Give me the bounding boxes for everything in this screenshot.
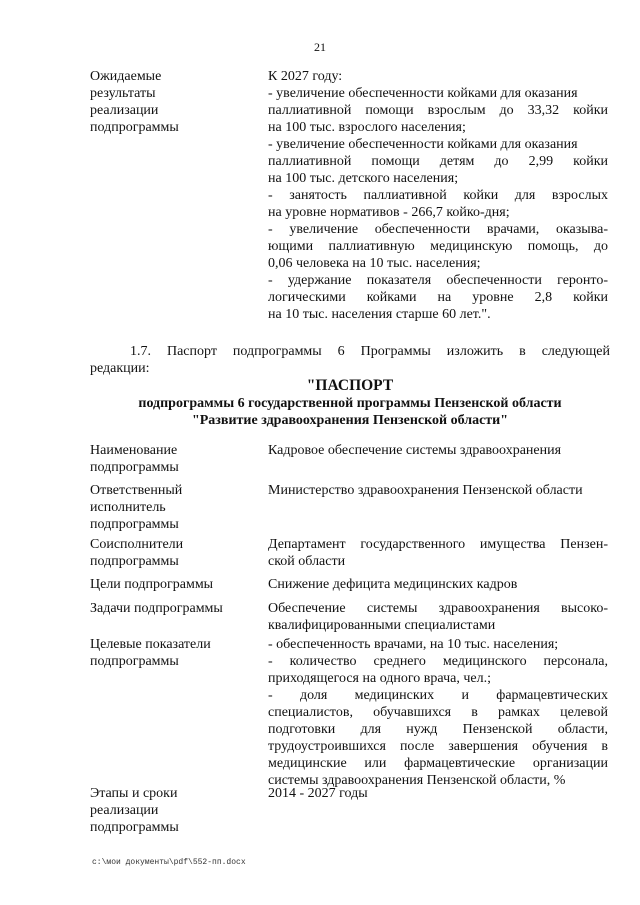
label-line: Задачи подпрограммы — [90, 601, 223, 616]
row-value — [268, 536, 608, 570]
passport-subtitle-1: подпрограммы 6 государственной программы Пензенской области — [138, 396, 562, 411]
value-line: Снижение дефицита медицинских кадров — [268, 577, 518, 592]
passport-subtitle-2: "Развитие здравоохранения Пензенской области" — [191, 413, 509, 428]
label-line: реализации — [90, 103, 159, 118]
results-line: - увеличение обеспеченности койками для оказания — [268, 137, 578, 152]
value-line: - доля медицинских и фармацевтических — [268, 688, 608, 703]
label-line: подпрограммы — [90, 460, 179, 475]
results-line: - занятость паллиативной койки для взрослых — [268, 188, 608, 203]
row-value — [268, 482, 608, 533]
results-value — [268, 68, 608, 323]
results-line: на уровне нормативов - 266,7 койко-дня; — [268, 205, 510, 220]
row-label — [90, 600, 268, 634]
label-line: подпрограммы — [90, 120, 179, 135]
row-value — [268, 442, 608, 476]
value-line: Кадровое обеспечение системы здравоохранения — [268, 443, 562, 458]
row-goals — [90, 576, 610, 593]
label-line: исполнитель — [90, 500, 166, 515]
results-line: на 10 тыс. населения старше 60 лет.". — [268, 307, 491, 322]
value-line: Министерство здравоохранения Пензенской области — [268, 483, 583, 498]
label-line: Этапы и сроки — [90, 786, 178, 801]
page-number: 21 — [314, 40, 326, 54]
row-coexecutors — [90, 536, 610, 570]
value-line: Обеспечение системы здравоохранения высоко- — [268, 601, 608, 616]
label-line: подпрограммы — [90, 820, 179, 835]
label-line: подпрограммы — [90, 654, 179, 669]
value-line: подготовки для нужд Пензенской области, — [268, 722, 608, 737]
results-line: паллиативной помощи детям до 2,99 койки — [268, 154, 608, 169]
row-stages — [90, 785, 610, 836]
label-line: Ответственный — [90, 483, 183, 498]
results-line: - увеличение обеспеченности врачами, оказыва- — [268, 222, 608, 237]
value-line: - обеспеченность врачами, на 10 тыс. населения; — [268, 637, 559, 652]
label-line: подпрограммы — [90, 554, 179, 569]
value-line: квалифицированными специалистами — [268, 618, 496, 633]
results-line: на 100 тыс. детского населения; — [268, 171, 459, 186]
row-label — [90, 636, 268, 789]
row-label — [90, 536, 268, 570]
label-line: Цели подпрограммы — [90, 577, 214, 592]
label-line: Целевые показатели — [90, 637, 211, 652]
label-line: подпрограммы — [90, 517, 179, 532]
row-value — [268, 576, 608, 593]
results-label — [90, 68, 268, 323]
results-line: ющими паллиативную медицинскую помощь, до — [268, 239, 608, 254]
row-label — [90, 576, 268, 593]
intro-line-1: 1.7. Паспорт подпрограммы 6 Программы изложить в следующей — [130, 344, 610, 359]
label-line: реализации — [90, 803, 159, 818]
row-label — [90, 785, 268, 836]
label-line: Ожидаемые — [90, 69, 162, 84]
intro-paragraph — [90, 343, 610, 377]
value-line: Департамент государственного имущества Пензен- — [268, 537, 608, 552]
row-name — [90, 442, 610, 476]
value-line: трудоустроившихся после завершения обучения в — [268, 739, 608, 754]
row-tasks — [90, 600, 610, 634]
results-line: - удержание показателя обеспеченности геронто- — [268, 273, 608, 288]
label-line: Соисполнители — [90, 537, 184, 552]
results-line: на 100 тыс. взрослого населения; — [268, 120, 466, 135]
row-label — [90, 482, 268, 533]
value-line: 2014 - 2027 годы — [268, 786, 368, 801]
results-row — [90, 68, 610, 323]
row-value — [268, 785, 608, 836]
results-line: паллиативной помощи взрослым до 33,32 койки — [268, 103, 608, 118]
value-line: системы здравоохранения Пензенской области, % — [268, 773, 566, 788]
value-line: медицинские или фармацевтические организации — [268, 756, 608, 771]
passport-title: "ПАСПОРТ — [306, 377, 394, 394]
row-value — [268, 636, 608, 789]
row-label — [90, 442, 268, 476]
row-responsible — [90, 482, 610, 533]
intro-line-2: редакции: — [90, 361, 150, 376]
row-indicators — [90, 636, 610, 789]
results-line: - увеличение обеспеченности койками для оказания — [268, 86, 578, 101]
value-line: ской области — [268, 554, 346, 569]
label-line: Наименование — [90, 443, 178, 458]
results-line: логическими койками на уровне 2,8 койки — [268, 290, 608, 305]
file-path-footer: c:\мои документы\pdf\552-пп.docx — [92, 858, 246, 867]
value-line: специалистов, обучавшихся в рамках целевой — [268, 705, 608, 720]
value-line: - количество среднего медицинского персонала, — [268, 654, 608, 669]
results-line: 0,06 человека на 10 тыс. населения; — [268, 256, 481, 271]
label-line: результаты — [90, 86, 156, 101]
row-value — [268, 600, 608, 634]
results-line: К 2027 году: — [268, 69, 343, 84]
value-line: приходящегося на одного врача, чел.; — [268, 671, 491, 686]
